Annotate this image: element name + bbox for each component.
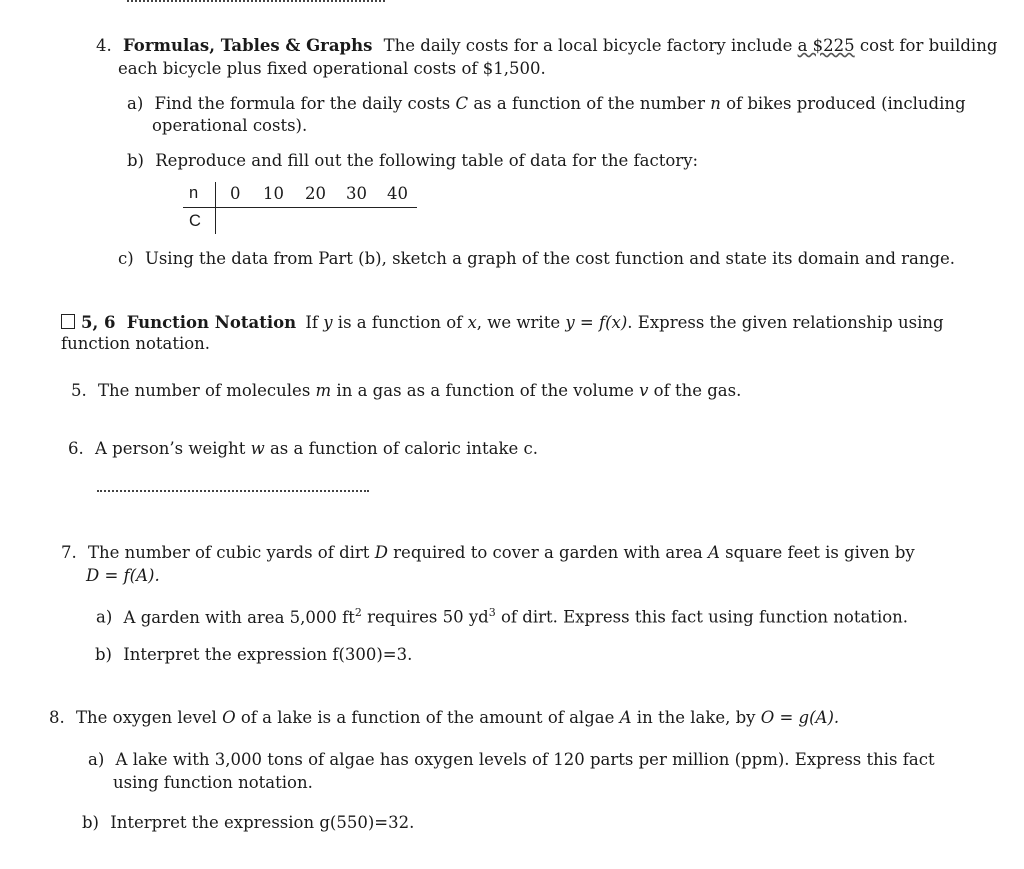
q6-number: 6. xyxy=(68,439,84,458)
q4a-var-n: n xyxy=(710,94,721,113)
q56-expr: y = f(x) xyxy=(565,313,628,332)
table-value-20: 20 xyxy=(305,184,326,203)
q6-text-pre: A person’s weight xyxy=(95,439,251,458)
q56-heading-title: Function Notation xyxy=(126,313,297,332)
q7b-label: b) xyxy=(95,645,112,664)
q4-text-post: cost for building xyxy=(854,36,998,55)
q4c-label: c) xyxy=(118,249,134,268)
q56-text-mid1: is a function of xyxy=(332,313,468,332)
q7a-text-post: of dirt. Express this fact using function notation. xyxy=(495,607,909,627)
q8-text-mid2: in the lake, by xyxy=(631,708,761,727)
q8b-label: b) xyxy=(82,813,99,832)
q5-text-pre: The number of molecules xyxy=(98,381,316,400)
q8-expr: O = g(A). xyxy=(760,708,840,727)
q4c-text: Using the data from Part (b), sketch a graph of the cost function and state its domain and range. xyxy=(144,249,956,268)
q8-var-a: A xyxy=(619,708,632,727)
q7-line2 xyxy=(86,566,160,585)
q56-text-post: . Express the given relationship using xyxy=(627,313,944,332)
q4a-label: a) xyxy=(127,94,144,113)
q7a-text-pre: A garden with area 5,000 ft xyxy=(123,607,355,627)
q8a-line1 xyxy=(88,750,935,769)
q8b-line xyxy=(82,813,414,832)
q5-line xyxy=(71,381,741,400)
q4-line2: each bicycle plus fixed operational costs of $1,500. xyxy=(118,59,546,78)
q7-text-mid: required to cover a garden with area xyxy=(387,543,708,562)
q56-text-pre: If xyxy=(305,313,324,332)
q5-var-m: m xyxy=(315,381,332,400)
q7a-label: a) xyxy=(96,607,113,627)
q7-text-pre: The number of cubic yards of dirt xyxy=(88,543,375,562)
q7b-text: Interpret the expression f(300)=3. xyxy=(123,645,413,664)
q7a-sup-3: 3 xyxy=(488,606,496,619)
q4a-line2: operational costs). xyxy=(152,116,308,135)
q8-text-mid1: of a lake is a function of the amount of algae xyxy=(235,708,620,727)
checkbox-icon xyxy=(61,314,75,329)
q56-heading-line1 xyxy=(61,313,944,332)
q4-cost-highlight: a $225 xyxy=(797,36,855,55)
q7b-line xyxy=(95,645,412,664)
q6-text-post: as a function of caloric intake c. xyxy=(264,439,538,458)
q56-var-x: x xyxy=(467,313,477,332)
q4-line1 xyxy=(96,36,997,55)
q7-number: 7. xyxy=(61,543,77,562)
q5-var-v: v xyxy=(639,381,649,400)
q8a-text: A lake with 3,000 tons of algae has oxygen levels of 120 parts per million (ppm). Express this fact xyxy=(115,750,935,769)
table-value-10: 10 xyxy=(263,184,284,203)
q7-line1 xyxy=(61,543,915,562)
q8-var-o: O xyxy=(222,708,236,727)
q5-number: 5. xyxy=(71,381,87,400)
table-horizontal-rule xyxy=(183,207,417,208)
q7-var-d: D xyxy=(374,543,388,562)
q6-line xyxy=(68,439,538,458)
q4c-line xyxy=(118,249,955,268)
top-dotted-separator xyxy=(127,0,385,2)
q4a-text-post: of bikes produced (including xyxy=(720,94,966,113)
table-value-40: 40 xyxy=(387,184,408,203)
q4-title: Formulas, Tables & Graphs xyxy=(123,36,373,55)
q4a-var-c: C xyxy=(455,94,469,113)
q4a-line1 xyxy=(127,94,966,113)
q56-var-y: y xyxy=(323,313,333,332)
q4b-text: Reproduce and fill out the following table of data for the factory: xyxy=(155,151,699,170)
q56-heading-num: 5, 6 xyxy=(81,313,116,332)
q8-text-pre: The oxygen level xyxy=(76,708,223,727)
table-header-c: C xyxy=(189,212,201,230)
q4-number: 4. xyxy=(96,36,112,55)
q56-heading-line2: function notation. xyxy=(61,334,211,353)
q56-text-mid2: , we write xyxy=(476,313,566,332)
q7-text-post: square feet is given by xyxy=(719,543,915,562)
q8b-text: Interpret the expression g(550)=32. xyxy=(110,813,415,832)
q4-text-pre: The daily costs for a local bicycle factory include xyxy=(383,36,798,55)
q7a-text-mid: requires 50 yd xyxy=(361,607,489,627)
table-vertical-rule xyxy=(215,182,216,234)
q7a-line xyxy=(96,606,908,627)
q8-number: 8. xyxy=(49,708,65,727)
q4a-text-pre: Find the formula for the daily costs xyxy=(154,94,456,113)
table-value-30: 30 xyxy=(346,184,367,203)
q8-line1 xyxy=(49,708,839,727)
q7a-sup-2: 2 xyxy=(354,606,362,619)
q8a-line2: using function notation. xyxy=(113,773,313,792)
table-header-n: n xyxy=(189,184,199,202)
q6-var-w: w xyxy=(250,439,265,458)
q5-text-mid: in a gas as a function of the volume xyxy=(331,381,640,400)
q7-expr: D = f(A). xyxy=(86,566,160,585)
q4a-text-mid: as a function of the number xyxy=(468,94,711,113)
q4b-label: b) xyxy=(127,151,144,170)
q5-text-post: of the gas. xyxy=(648,381,742,400)
q4b-line xyxy=(127,151,698,170)
table-value-0: 0 xyxy=(230,184,241,203)
q8a-label: a) xyxy=(88,750,105,769)
q7-var-a: A xyxy=(708,543,720,562)
mid-dotted-separator xyxy=(97,490,369,492)
